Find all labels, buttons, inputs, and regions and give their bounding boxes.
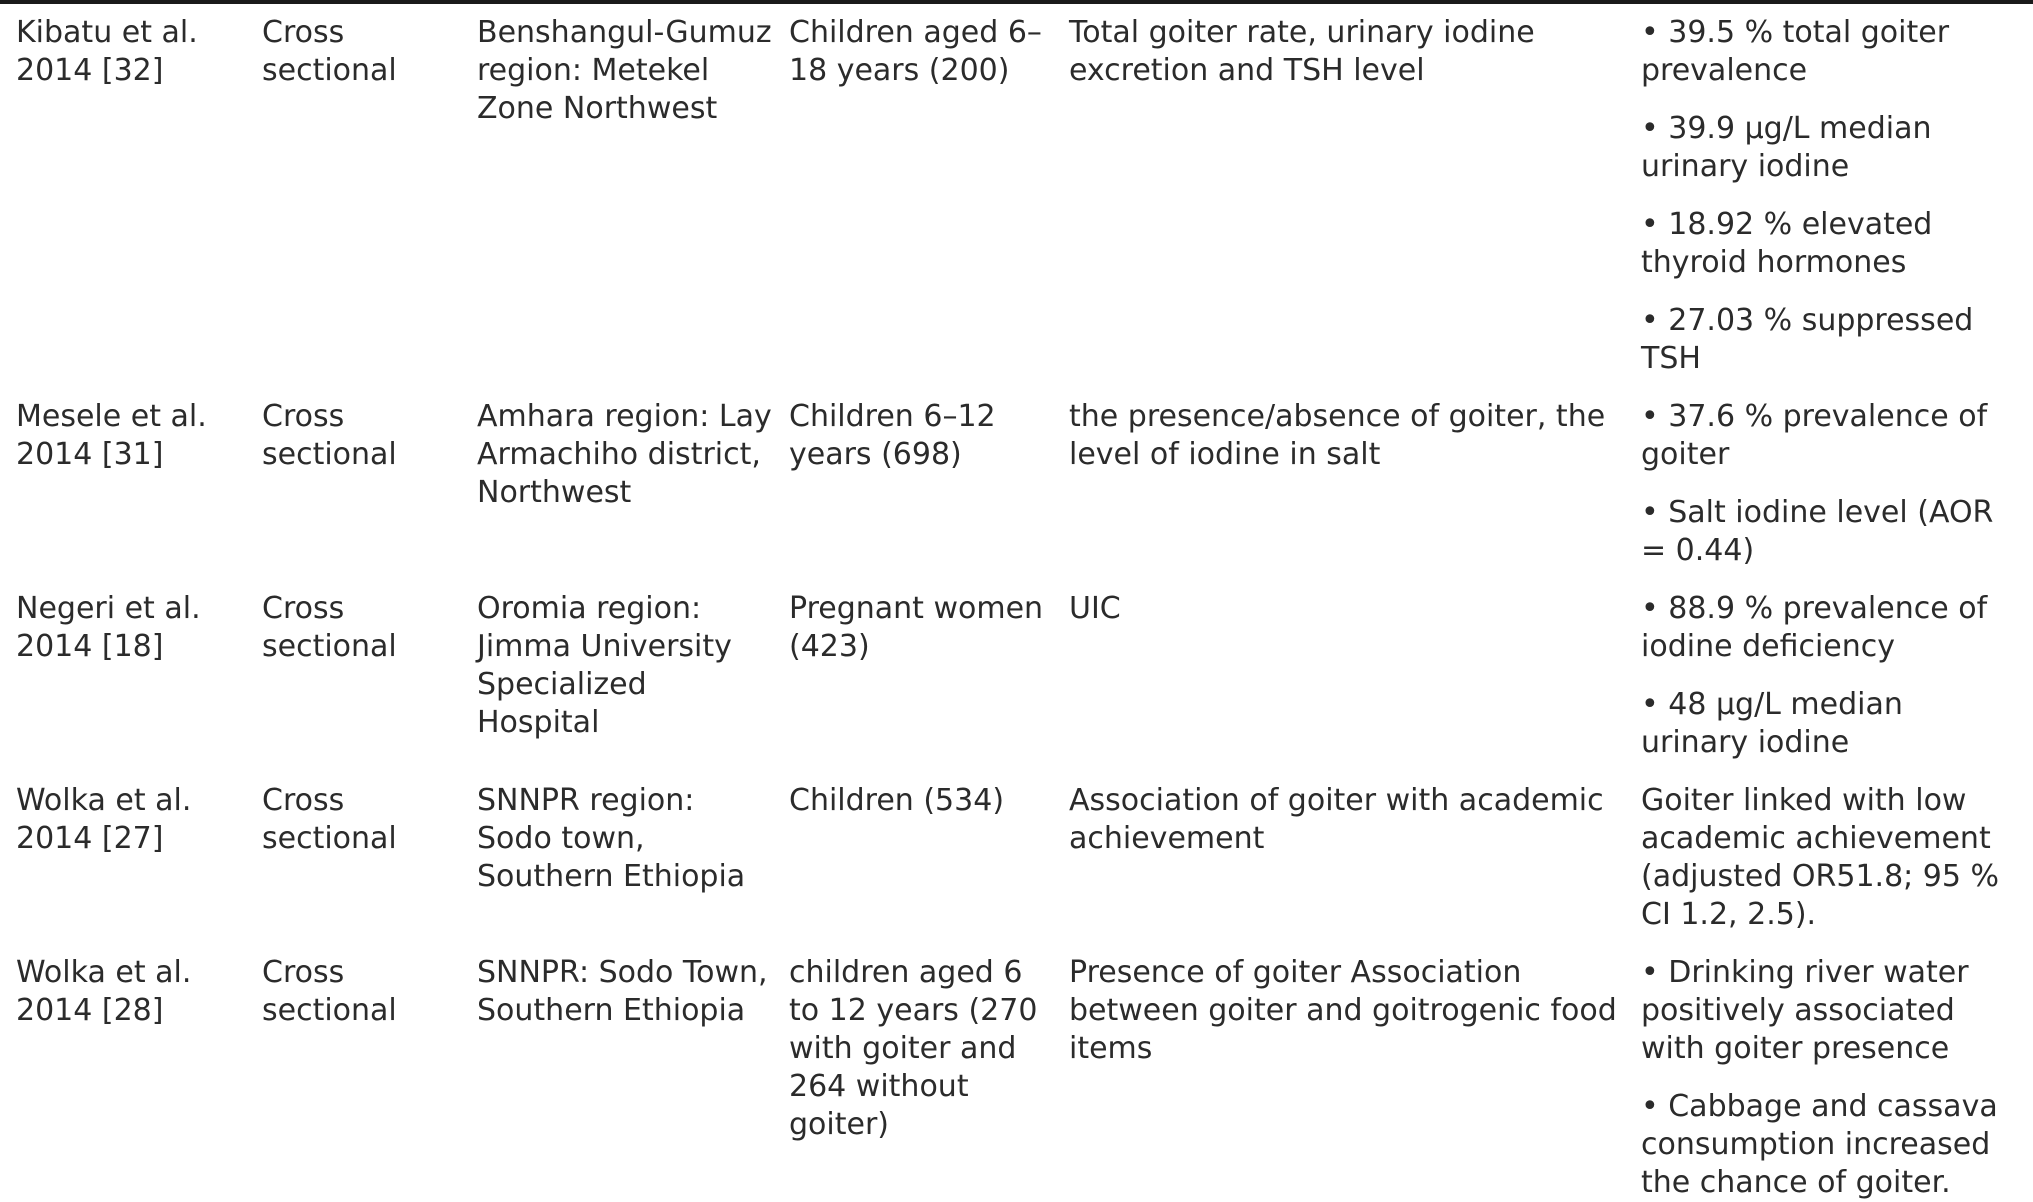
findings-cell bbox=[1641, 14, 2026, 398]
author-cell: Mesele et al. 2014 [31] bbox=[16, 399, 207, 472]
finding-item: • 18.92 % elevated thyroid hormones bbox=[1641, 207, 1933, 280]
table-top-rule bbox=[0, 0, 2033, 4]
findings-cell bbox=[1641, 782, 2026, 954]
author-cell: Wolka et al. 2014 [28] bbox=[16, 955, 192, 1028]
design-cell: Cross sectional bbox=[262, 399, 397, 472]
finding-item: • 39.5 % total goiter prevalence bbox=[1641, 15, 1950, 88]
finding-item: • 39.9 μg/L median urinary iodine bbox=[1641, 111, 1932, 184]
findings-cell bbox=[1641, 398, 2026, 590]
population-cell: Children (534) bbox=[789, 783, 1005, 818]
population-cell: Children aged 6–18 years (200) bbox=[789, 15, 1042, 88]
finding-item: • 88.9 % prevalence of iodine deficiency bbox=[1641, 591, 1988, 664]
author-cell: Negeri et al. 2014 [18] bbox=[16, 591, 201, 664]
author-cell: Kibatu et al. 2014 [32] bbox=[16, 15, 198, 88]
finding-item: • Cabbage and cassava consumption increased the chance of goiter. bbox=[1641, 1089, 1998, 1200]
setting-cell: Amhara region: Lay Armachiho district, Northwest bbox=[477, 399, 772, 510]
findings-cell bbox=[1641, 590, 2026, 782]
table-row bbox=[16, 590, 2026, 782]
finding-item: • Drinking river water positively associated with goiter presence bbox=[1641, 955, 1969, 1066]
outcome-cell: Presence of goiter Association between goiter and goitrogenic food items bbox=[1069, 955, 1617, 1066]
population-cell: children aged 6 to 12 years (270 with goiter and 264 without goiter) bbox=[789, 955, 1038, 1142]
outcome-cell: Association of goiter with academic achievement bbox=[1069, 783, 1604, 856]
outcome-cell: the presence/absence of goiter, the level of iodine in salt bbox=[1069, 399, 1606, 472]
setting-cell: SNNPR region: Sodo town, Southern Ethiopia bbox=[477, 783, 746, 894]
table-row bbox=[16, 954, 2026, 1202]
finding-item: • 48 μg/L median urinary iodine bbox=[1641, 687, 1903, 760]
table-row bbox=[16, 398, 2026, 590]
studies-table bbox=[16, 14, 2026, 1202]
finding-item: • 37.6 % prevalence of goiter bbox=[1641, 399, 1988, 472]
design-cell: Cross sectional bbox=[262, 15, 397, 88]
table-row bbox=[16, 14, 2026, 398]
outcome-cell: UIC bbox=[1069, 591, 1121, 626]
author-cell: Wolka et al. 2014 [27] bbox=[16, 783, 192, 856]
finding-item: • 27.03 % suppressed TSH bbox=[1641, 303, 1974, 376]
setting-cell: Oromia region: Jimma University Specialized Hospital bbox=[477, 591, 732, 740]
population-cell: Pregnant women (423) bbox=[789, 591, 1044, 664]
finding-item: Goiter linked with low academic achievement (adjusted OR51.8; 95 % CI 1.2, 2.5). bbox=[1641, 783, 2000, 932]
population-cell: Children 6–12 years (698) bbox=[789, 399, 996, 472]
design-cell: Cross sectional bbox=[262, 591, 397, 664]
findings-cell bbox=[1641, 954, 2026, 1202]
design-cell: Cross sectional bbox=[262, 955, 397, 1028]
setting-cell: SNNPR: Sodo Town, Southern Ethiopia bbox=[477, 955, 768, 1028]
design-cell: Cross sectional bbox=[262, 783, 397, 856]
setting-cell: Benshangul-Gumuz region: Metekel Zone Northwest bbox=[477, 15, 772, 126]
outcome-cell: Total goiter rate, urinary iodine excretion and TSH level bbox=[1069, 15, 1535, 88]
table-row bbox=[16, 782, 2026, 954]
finding-item: • Salt iodine level (AOR = 0.44) bbox=[1641, 495, 1994, 568]
